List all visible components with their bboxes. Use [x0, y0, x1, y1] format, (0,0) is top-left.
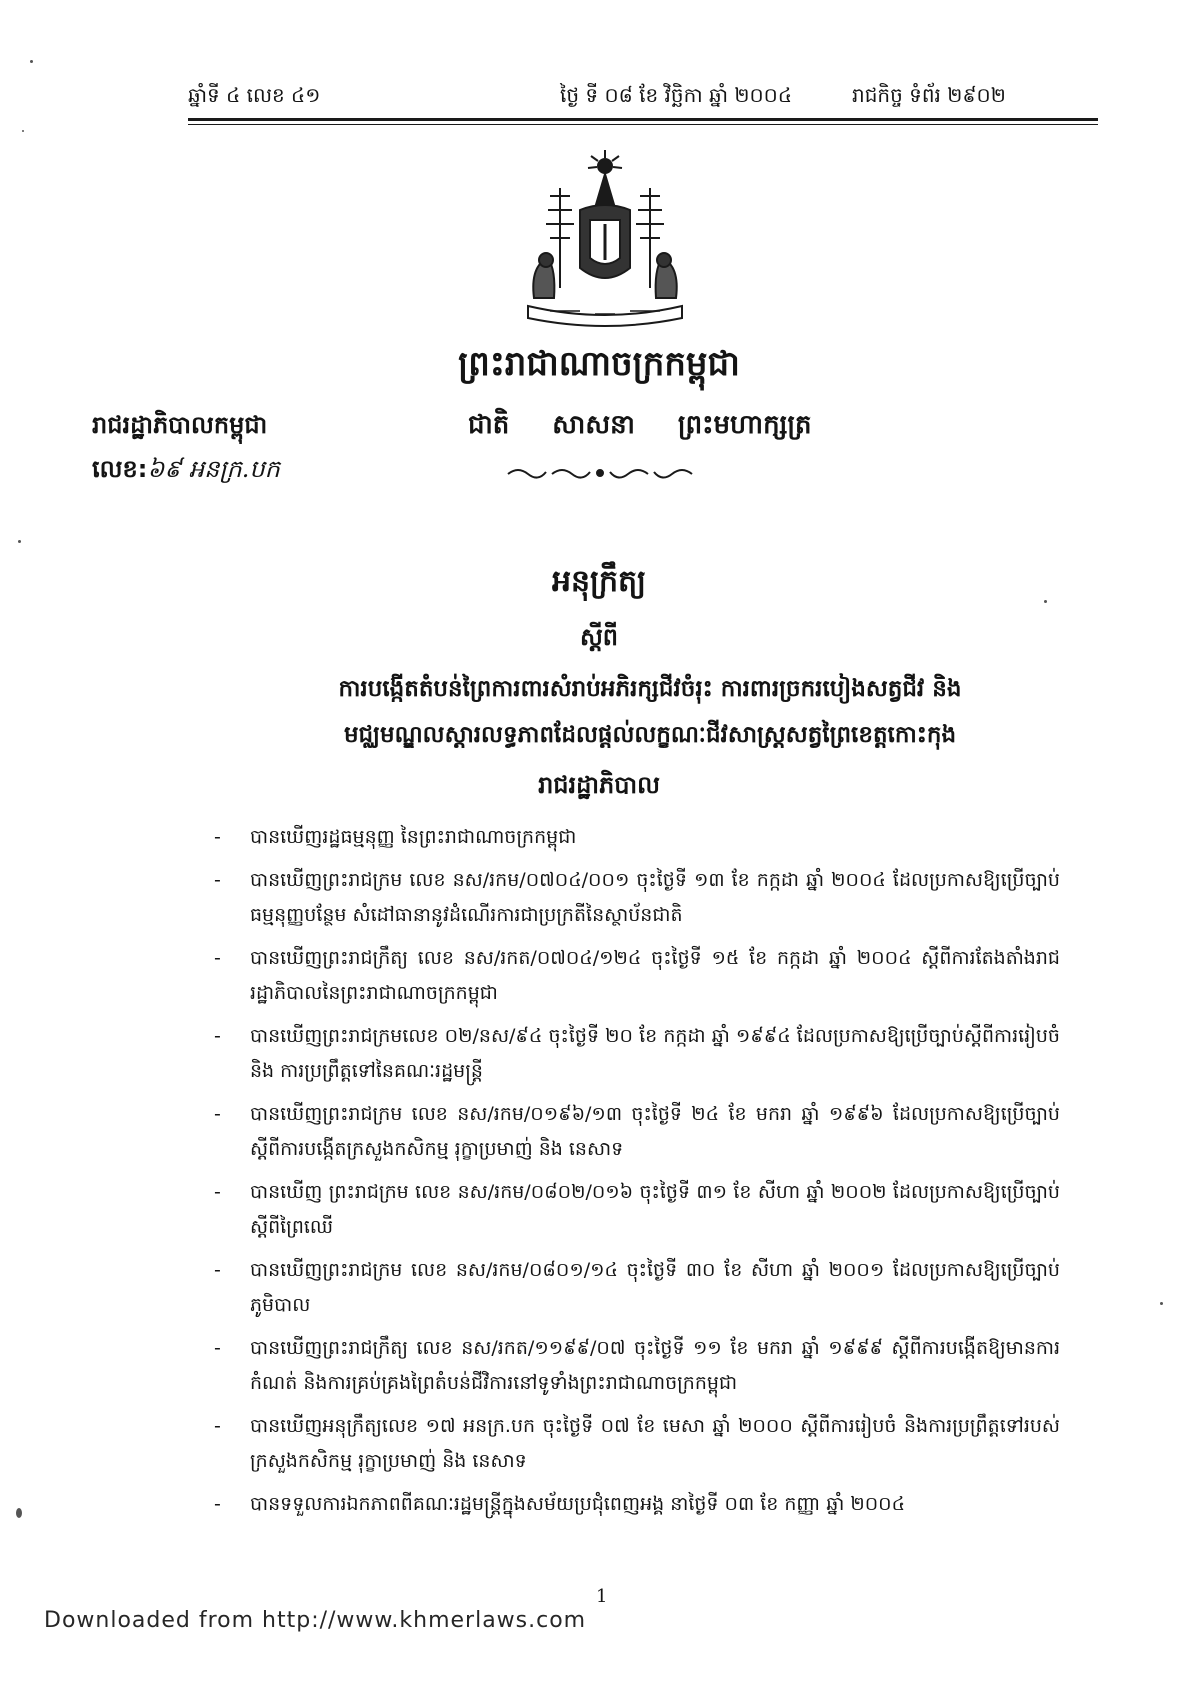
list-item: - បានឃើញអនុក្រឹត្យលេខ ១៧ អនក្រ.បក ចុះថ្ងៃទី ០៧ ខែ មេសា ឆ្នាំ ២០០០ ស្តីពីការរៀបចំ និងការប្រព្រឹត្តទៅរបស់ក្រសួងកសិកម្ម រុក្ខាប្រមាញ់ និង នេសាទ [214, 1415, 1060, 1472]
gazette-date: ថ្ងៃ ទី ០៨ ខែ វិច្ឆិកា ឆ្នាំ ២០០៤ [560, 83, 792, 107]
subject-line-2: មជ្ឈមណ្ឌលស្តារលទ្ធភាពដែលផ្តល់លក្ខណៈជីវសាស្ត្រសត្វព្រៃខេត្តកោះកុង [343, 722, 957, 748]
government-label: រាជរដ្ឋាភិបាលកម្ពុជា [92, 411, 268, 439]
list-item-text: បានឃើញព្រះរាជក្រម លេខ នស/រកម/០៧០៤/០០១ ចុះថ្ងៃទី ១៣ ខែ កក្កដា ឆ្នាំ ២០០៤ ដែលប្រកាសឱ្យប្រើច្បាប់ធម្មនុញ្ញបន្ថែម សំដៅធានានូវដំណើរការជាប្រក្រតីនៃស្ថាប័នជាតិ [250, 869, 1060, 926]
list-item: - បានឃើញព្រះរាជក្រម លេខ នស/រកម/០១៩៦/១៣ ចុះថ្ងៃទី ២៤ ខែ មករា ឆ្នាំ ១៩៩៦ ដែលប្រកាសឱ្យប្រើច្បាប់ ស្តីពីការបង្កើតក្រសួងកសិកម្ម រុក្ខាប្រមាញ់ និង នេសាទ [214, 1103, 1060, 1160]
list-item: - បានឃើញព្រះរាជក្រឹត្យ លេខ នស/រកត/០៧០៤/១២៤ ចុះថ្ងៃទី ១៥ ខែ កក្កដា ឆ្នាំ ២០០៤ ស្តីពីការតែងតាំងរាជរដ្ឋាភិបាលនៃព្រះរាជាណាចក្រកម្ពុជា [214, 947, 1060, 1004]
kingdom-title: ព្រះរាជាណាចក្រកម្ពុជា [458, 344, 740, 384]
scan-speck [16, 1508, 22, 1518]
list-item-text: បានឃើញរដ្ឋធម្មនុញ្ញ នៃព្រះរាជាណាចក្រកម្ពុជា [250, 826, 577, 848]
list-item-text: បានឃើញព្រះរាជក្រឹត្យ លេខ នស/រកត/០៧០៤/១២៤ ចុះថ្ងៃទី ១៥ ខែ កក្កដា ឆ្នាំ ២០០៤ ស្តីពីការតែងតាំងរាជរដ្ឋាភិបាលនៃព្រះរាជាណាចក្រកម្ពុជា [250, 947, 1060, 1004]
list-item-text: បានឃើញព្រះរាជក្រឹត្យ លេខ នស/រកត/១១៩៩/០៧ ចុះថ្ងៃទី ១១ ខែ មករា ឆ្នាំ ១៩៩៩ ស្តីពីការបង្កើតឱ្យមានការកំណត់ និងការគ្រប់គ្រងព្រៃតំបន់ជីវិការនៅទូទាំងព្រះរាជាណាចក្រកម្ពុជា [250, 1337, 1060, 1394]
subject-line-1: ការបង្កើតតំបន់ព្រៃការពារសំរាប់អភិរក្សជីវចំរុះ ការពារច្រករបៀងសត្វជីវ និង [338, 676, 962, 702]
list-item: - បានឃើញព្រះរាជក្រមលេខ ០២/នស/៩៤ ចុះថ្ងៃទី ២០ ខែ កក្កដា ឆ្នាំ ១៩៩៤ ដែលប្រកាសឱ្យប្រើច្បាប់ស្តីពីការរៀបចំ និង ការប្រព្រឹត្តទៅនៃគណៈរដ្ឋមន្ត្រី [214, 1025, 1060, 1082]
list-item-text: បានទទួលការឯកភាពពីគណៈរដ្ឋមន្ត្រីក្នុងសម័យប្រជុំពេញអង្គ នាថ្ងៃទី ០៣ ខែ កញ្ញា ឆ្នាំ ២០០៤ [250, 1493, 906, 1515]
header-rule [188, 118, 1098, 121]
page-number: 1 [596, 1586, 608, 1607]
list-item-text: បានឃើញព្រះរាជក្រមលេខ ០២/នស/៩៤ ចុះថ្ងៃទី ២០ ខែ កក្កដា ឆ្នាំ ១៩៩៤ ដែលប្រកាសឱ្យប្រើច្បាប់ស្តីពីការរៀបចំ និង ការប្រព្រឹត្តទៅនៃគណៈរដ្ឋមន្ត្រី [250, 1025, 1060, 1082]
list-item: - បានឃើញរដ្ឋធម្មនុញ្ញ នៃព្រះរាជាណាចក្រកម្ពុជា [214, 826, 577, 848]
national-motto: ជាតិ សាសនា ព្រះមហាក្សត្រ [468, 410, 812, 440]
list-item: - បានឃើញព្រះរាជក្រម លេខ នស/រកម/០៧០៤/០០១ ចុះថ្ងៃទី ១៣ ខែ កក្កដា ឆ្នាំ ២០០៤ ដែលប្រកាសឱ្យប្រើច្បាប់ធម្មនុញ្ញបន្ថែម សំដៅធានានូវដំណើរការជាប្រក្រតីនៃស្ថាប័នជាតិ [214, 869, 1060, 926]
ornament-divider-icon [500, 462, 700, 484]
list-item: - បានឃើញ ព្រះរាជក្រម លេខ នស/រកម/០៨០២/០១៦ ចុះថ្ងៃទី ៣១ ខែ សីហា ឆ្នាំ ២០០២ ដែលប្រកាសឱ្យប្រើច្បាប់ស្តីពីព្រៃឈើ [214, 1181, 1060, 1238]
subject-issuer: រាជរដ្ឋាភិបាល [538, 771, 660, 799]
gazette-year-issue: ឆ្នាំទី ៤ លេខ ៤១ [188, 83, 321, 107]
document-number-label: លេខ: [92, 455, 148, 483]
list-item-text: បានឃើញ ព្រះរាជក្រម លេខ នស/រកម/០៨០២/០១៦ ចុះថ្ងៃទី ៣១ ខែ សីហា ឆ្នាំ ២០០២ ដែលប្រកាសឱ្យប្រើច្បាប់ស្តីពីព្រៃឈើ [250, 1181, 1060, 1238]
document-number-value: ៦៩ អនក្រ.បក [147, 455, 280, 483]
subject-block [260, 666, 1040, 758]
scan-speck [1044, 600, 1047, 603]
gazette-page: រាជកិច្ច ទំព័រ ២៩០២ [852, 83, 1006, 107]
list-item-text: បានឃើញអនុក្រឹត្យលេខ ១៧ អនក្រ.បក ចុះថ្ងៃទី ០៧ ខែ មេសា ឆ្នាំ ២០០០ ស្តីពីការរៀបចំ និងការប្រព្រឹត្តទៅរបស់ក្រសួងកសិកម្ម រុក្ខាប្រមាញ់ និង នេសាទ [250, 1415, 1060, 1472]
royal-coat-of-arms-icon [520, 148, 690, 328]
scan-speck [30, 60, 33, 63]
download-footer: Downloaded from http://www.khmerlaws.com [44, 1608, 587, 1633]
list-item-text: បានឃើញព្រះរាជក្រម លេខ នស/រកម/០៨០១/១៤ ចុះថ្ងៃទី ៣០ ខែ សីហា ឆ្នាំ ២០០១ ដែលប្រកាសឱ្យប្រើច្បាប់ភូមិបាល [250, 1259, 1060, 1316]
document-number [92, 454, 280, 489]
scan-speck [22, 130, 24, 132]
scan-speck [1160, 1302, 1163, 1305]
list-item: - បានទទួលការឯកភាពពីគណៈរដ្ឋមន្ត្រីក្នុងសម័យប្រជុំពេញអង្គ នាថ្ងៃទី ០៣ ខែ កញ្ញា ឆ្នាំ ២០០៤ [214, 1493, 906, 1515]
list-item: - បានឃើញព្រះរាជក្រម លេខ នស/រកម/០៨០១/១៤ ចុះថ្ងៃទី ៣០ ខែ សីហា ឆ្នាំ ២០០១ ដែលប្រកាសឱ្យប្រើច្បាប់ភូមិបាល [214, 1259, 1060, 1316]
list-item-text: បានឃើញព្រះរាជក្រម លេខ នស/រកម/០១៩៦/១៣ ចុះថ្ងៃទី ២៤ ខែ មករា ឆ្នាំ ១៩៩៦ ដែលប្រកាសឱ្យប្រើច្បាប់ ស្តីពីការបង្កើតក្រសួងកសិកម្ម រុក្ខាប្រមាញ់ និង នេសាទ [250, 1103, 1060, 1160]
about-label: ស្តីពី [579, 623, 619, 651]
header-rule-thin [188, 124, 1098, 125]
list-item: - បានឃើញព្រះរាជក្រឹត្យ លេខ នស/រកត/១១៩៩/០៧ ចុះថ្ងៃទី ១១ ខែ មករា ឆ្នាំ ១៩៩៩ ស្តីពីការបង្កើតឱ្យមានការកំណត់ និងការគ្រប់គ្រងព្រៃតំបន់ជីវិការនៅទូទាំងព្រះរាជាណាចក្រកម្ពុជា [214, 1337, 1060, 1394]
considerations-list [214, 820, 1060, 1530]
scan-speck [18, 540, 21, 543]
document-type-title: អនុក្រឹត្យ [551, 564, 647, 599]
